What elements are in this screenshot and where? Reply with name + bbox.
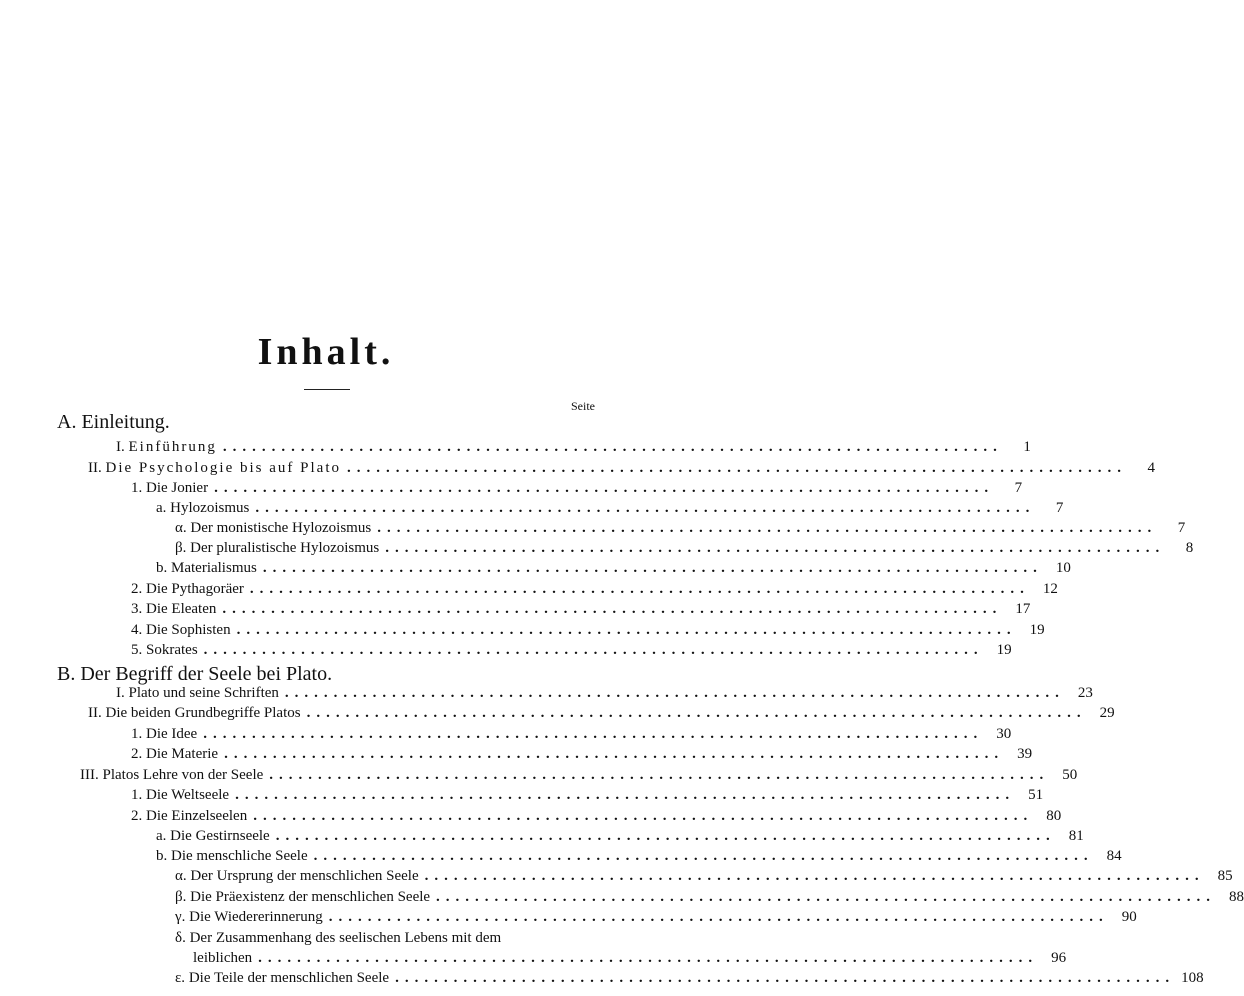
- toc-entry-page: 19: [1029, 622, 1045, 638]
- toc-entry-page: 81: [1068, 828, 1084, 844]
- toc-entry-label: Materialismus: [171, 560, 257, 576]
- toc-entry: [80, 765, 1078, 785]
- toc-entry-page: 30: [996, 726, 1012, 742]
- toc-entry-label-continuation: leiblichen: [193, 950, 253, 966]
- toc-entry-page: 29: [1099, 705, 1115, 721]
- toc-entry-number: 4.: [131, 622, 146, 638]
- section-heading-a: A. Einleitung.: [57, 411, 170, 433]
- toc-entry: [156, 558, 1071, 578]
- dot-leader: ................................................................................: [222, 439, 1003, 455]
- toc-entry: [131, 640, 1012, 660]
- toc-entry-label: Hylozoismus: [170, 500, 250, 516]
- toc-entry-page: 96: [1051, 950, 1067, 966]
- toc-entry: [131, 785, 1044, 805]
- toc-entry: [131, 620, 1045, 640]
- toc-entry-label: Die Gestirnseele: [170, 828, 270, 844]
- toc-entry: [175, 518, 1186, 538]
- toc-entry-label: Die Idee: [146, 726, 198, 742]
- toc-entry-number: a.: [156, 828, 171, 844]
- toc-entry-number: 2.: [131, 808, 146, 824]
- toc-entry-number: γ.: [175, 909, 190, 925]
- toc-entry-label: Sokrates: [146, 642, 198, 658]
- dot-leader: ................................................................................: [249, 581, 1030, 597]
- toc-entry: [175, 866, 1233, 886]
- toc-entry: [156, 826, 1084, 846]
- dot-leader: ................................................................................: [222, 601, 1003, 617]
- toc-entry-label: Der Zusammenhang des seelischen Lebens mit dem: [189, 930, 502, 946]
- toc-entry-page: 10: [1055, 560, 1071, 576]
- toc-entry-page: 80: [1046, 808, 1062, 824]
- toc-entry: [175, 887, 1244, 907]
- toc-entry-number: I.: [116, 439, 129, 455]
- toc-entry-page: 17: [1015, 601, 1031, 617]
- toc-entry-label: Der Ursprung der menschlichen Seele: [190, 868, 419, 884]
- toc-entry-number: 2.: [131, 581, 146, 597]
- dot-leader: ................................................................................: [284, 685, 1065, 701]
- toc-entry: [131, 724, 1012, 744]
- toc-entry-label: Plato und seine Schriften: [128, 685, 279, 701]
- toc-entry-page: 90: [1121, 909, 1137, 925]
- toc-entry-number: 1.: [131, 787, 146, 803]
- toc-entry-page: 84: [1106, 848, 1122, 864]
- toc-entry-number: 1.: [131, 726, 146, 742]
- toc-entry-number: β.: [175, 889, 191, 905]
- toc-entry-page: 88: [1229, 889, 1244, 905]
- toc-entry-page: 4: [1147, 460, 1155, 476]
- toc-entry-page: 39: [1017, 746, 1033, 762]
- dot-leader: ................................................................................: [235, 787, 1016, 803]
- dot-leader: ................................................................................: [236, 622, 1017, 638]
- toc-entry-page: 12: [1042, 581, 1058, 597]
- toc-entry-number: II.: [88, 460, 106, 476]
- toc-entry: [175, 907, 1137, 927]
- toc-entry-page: 7: [1014, 480, 1023, 496]
- toc-entry: [131, 806, 1062, 826]
- toc-entry-number: δ.: [175, 930, 190, 946]
- toc-entry-page: 8: [1185, 540, 1194, 556]
- toc-entry-label: Die menschliche Seele: [171, 848, 308, 864]
- dot-leader: ................................................................................: [377, 520, 1158, 536]
- section-heading-b: B. Der Begriff der Seele bei Plato.: [57, 663, 333, 685]
- dot-leader: ................................................................................: [328, 909, 1109, 925]
- dot-leader: ................................................................................: [255, 500, 1036, 516]
- toc-entry-label: Die Jonier: [146, 480, 209, 496]
- toc-entry: [175, 928, 598, 948]
- toc-entry-number: 1.: [131, 480, 146, 496]
- toc-entry-continuation: [193, 948, 1067, 968]
- dot-leader: ................................................................................: [275, 828, 1056, 844]
- toc-entry-label: Die Teile der menschlichen Seele: [188, 970, 390, 986]
- toc-entry-number: b.: [156, 560, 171, 576]
- dot-leader: ................................................................................: [214, 480, 995, 496]
- dot-leader: ................................................................................: [313, 848, 1094, 864]
- toc-entry-number: 5.: [131, 642, 146, 658]
- dot-leader: ................................................................................: [203, 726, 984, 742]
- toc-entry-page: 51: [1028, 787, 1044, 803]
- toc-entry-label: Platos Lehre von der Seele: [102, 767, 264, 783]
- toc-entry-label: Die beiden Grundbegriffe Platos: [105, 705, 301, 721]
- dot-leader: ................................................................................: [258, 950, 1039, 966]
- title-divider: [304, 389, 350, 390]
- toc-entry-label: Die Einzelseelen: [146, 808, 248, 824]
- toc-entry-label: Die Sophisten: [146, 622, 231, 638]
- toc-entry: [175, 968, 1204, 988]
- dot-leader: ................................................................................: [395, 970, 1176, 986]
- toc-entry-page: 85: [1217, 868, 1233, 884]
- toc-entry: [116, 683, 1093, 703]
- toc-entry: [131, 599, 1031, 619]
- toc-entry-page: 1: [1023, 439, 1031, 455]
- dot-leader: ................................................................................: [385, 540, 1166, 556]
- toc-entry-number: III.: [80, 767, 103, 783]
- toc-entry-number: II.: [88, 705, 106, 721]
- toc-entry-page: 19: [996, 642, 1012, 658]
- toc-entry-number: β.: [175, 540, 191, 556]
- dot-leader: ................................................................................: [253, 808, 1034, 824]
- toc-entry-label: Die Wiedererinnerung: [189, 909, 323, 925]
- toc-entry: [88, 458, 1155, 478]
- toc-entry-label: Einführung: [128, 439, 217, 455]
- page-title: Inhalt.: [257, 331, 395, 373]
- toc-entry: [131, 744, 1033, 764]
- dot-leader: ................................................................................: [224, 746, 1005, 762]
- toc-entry-label: Die Präexistenz der menschlichen Seele: [190, 889, 431, 905]
- toc-entry-number: 3.: [131, 601, 146, 617]
- toc-entry-page: 23: [1077, 685, 1093, 701]
- dot-leader: ................................................................................: [269, 767, 1050, 783]
- toc-entry-page: 7: [1055, 500, 1064, 516]
- toc-entry: [116, 437, 1031, 457]
- toc-entry-label: Die Weltseele: [146, 787, 230, 803]
- toc-entry-label: Die Materie: [146, 746, 219, 762]
- toc-entry-label: Der pluralistische Hylozoismus: [190, 540, 380, 556]
- toc-entry: [88, 703, 1115, 723]
- toc-entry: [156, 498, 1064, 518]
- toc-entry-number: b.: [156, 848, 171, 864]
- dot-leader: ................................................................................: [436, 889, 1217, 905]
- toc-entry: [156, 846, 1122, 866]
- toc-entry-number: I.: [116, 685, 129, 701]
- dot-leader: ................................................................................: [203, 642, 984, 658]
- dot-leader: ................................................................................: [424, 868, 1205, 884]
- dot-leader: ................................................................................: [262, 560, 1043, 576]
- toc-entry-number: α.: [175, 868, 191, 884]
- toc-entry-page: 108: [1181, 970, 1204, 986]
- toc-entry-number: ε.: [175, 970, 189, 986]
- toc-entry: [175, 538, 1194, 558]
- toc-entry-label: Die Psychologie bis auf Plato: [105, 460, 341, 476]
- dot-leader: ................................................................................: [306, 705, 1087, 721]
- toc-entry-label: Die Eleaten: [146, 601, 217, 617]
- toc-entry-page: 7: [1177, 520, 1186, 536]
- toc-entry-label: Der monistische Hylozoismus: [190, 520, 372, 536]
- dot-leader: ................................................................................: [346, 460, 1127, 476]
- toc-entry-label: Die Pythagoräer: [146, 581, 244, 597]
- toc-entry-number: a.: [156, 500, 171, 516]
- toc-entry: [131, 579, 1058, 599]
- toc-entry-number: 2.: [131, 746, 146, 762]
- toc-entry-number: α.: [175, 520, 191, 536]
- toc-entry: [131, 478, 1023, 498]
- page-column-header: Seite: [571, 399, 595, 413]
- toc-entry-page: 50: [1062, 767, 1078, 783]
